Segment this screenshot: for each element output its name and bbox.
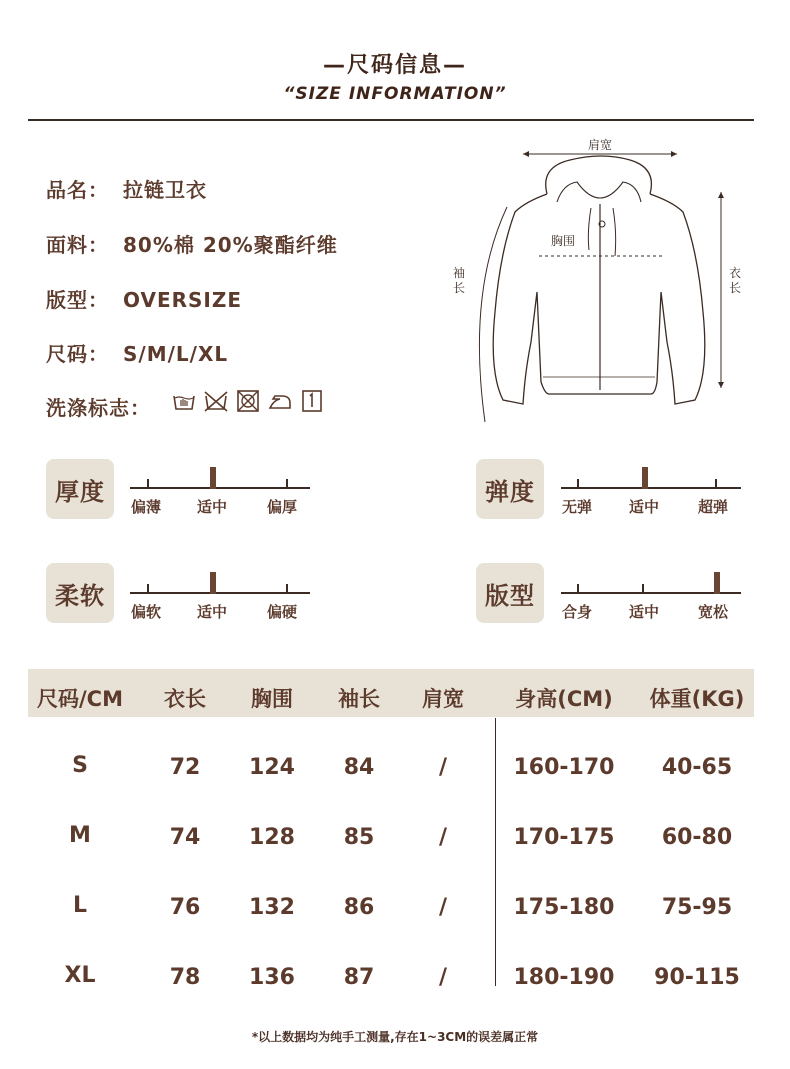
table-cell: 78 xyxy=(169,965,201,990)
scale-tick xyxy=(147,584,149,592)
scale-elasticity-marker xyxy=(642,467,648,489)
info-label: 洗涤标志： xyxy=(46,396,151,420)
table-cell: 72 xyxy=(169,755,201,780)
scale-label: 偏厚 xyxy=(267,498,298,516)
table-cell: 136 xyxy=(249,965,295,990)
dry-flat-icon xyxy=(300,390,324,412)
care-icons xyxy=(172,390,324,412)
info-care xyxy=(46,392,151,421)
scale-label: 宽松 xyxy=(698,603,729,621)
table-cell: / xyxy=(438,895,448,920)
table-header-cell: 肩宽 xyxy=(422,687,464,711)
table-cell: 132 xyxy=(249,895,295,920)
table-cell: 90-115 xyxy=(654,965,740,990)
page-title: —尺码信息— xyxy=(322,53,467,78)
iron-low-icon xyxy=(268,390,292,412)
info-fabric xyxy=(46,229,338,258)
info-fit xyxy=(46,284,242,313)
table-cell: / xyxy=(438,825,448,850)
table-cell: 85 xyxy=(343,825,375,850)
scale-label: 偏软 xyxy=(131,603,162,621)
table-cell: 180-190 xyxy=(513,965,615,990)
scale-thickness-badge: 厚度 xyxy=(46,459,114,519)
diagram-label-chest: 胸围 xyxy=(551,234,576,248)
scale-tick xyxy=(577,479,579,487)
scale-label: 无弹 xyxy=(562,498,593,516)
table-cell: 84 xyxy=(343,755,375,780)
info-sizes xyxy=(46,338,228,367)
scale-label: 适中 xyxy=(197,603,228,621)
table-cell: 75-95 xyxy=(661,895,733,920)
table-header-cell: 袖长 xyxy=(338,687,380,711)
diagram-label-shoulder: 肩宽 xyxy=(588,138,613,152)
scale-fit-badge: 版型 xyxy=(476,563,544,623)
table-cell: 124 xyxy=(249,755,295,780)
scale-softness-marker xyxy=(210,572,216,594)
table-cell: 40-65 xyxy=(661,755,733,780)
no-dry-clean-icon xyxy=(236,390,260,412)
table-cell: 175-180 xyxy=(513,895,615,920)
scale-label: 超弹 xyxy=(698,498,729,516)
scale-thickness-marker xyxy=(210,467,216,489)
info-label: 版型： xyxy=(46,288,109,312)
scale-label: 偏薄 xyxy=(131,498,162,516)
diagram-label-length: 衣长 xyxy=(729,266,742,295)
table-cell: / xyxy=(438,965,448,990)
diagram-label-sleeve: 袖长 xyxy=(453,266,466,295)
no-tumble-dry-icon xyxy=(204,390,228,412)
scale-tick xyxy=(147,479,149,487)
table-cell: 86 xyxy=(343,895,375,920)
scale-thickness-line xyxy=(130,487,310,489)
page-subtitle: “SIZE INFORMATION” xyxy=(283,84,507,104)
info-value: 拉链卫衣 xyxy=(123,178,207,202)
table-cell: 170-175 xyxy=(513,825,615,850)
table-cell: XL xyxy=(64,963,96,988)
info-label: 面料： xyxy=(46,233,109,257)
scale-fit-marker xyxy=(714,572,720,594)
table-cell: 76 xyxy=(169,895,201,920)
scale-label: 适中 xyxy=(629,498,660,516)
table-cell: M xyxy=(69,823,91,848)
scale-tick xyxy=(286,584,288,592)
hoodie-diagram xyxy=(445,132,755,432)
scale-tick xyxy=(642,584,644,592)
info-value: OVERSIZE xyxy=(123,288,243,312)
hand-wash-icon xyxy=(172,390,196,412)
scale-tick xyxy=(715,479,717,487)
scale-softness-badge: 柔软 xyxy=(46,563,114,623)
scale-elasticity-line xyxy=(561,487,741,489)
header-divider xyxy=(28,119,754,121)
table-cell: 128 xyxy=(249,825,295,850)
table-header-cell: 体重(KG) xyxy=(649,687,745,711)
info-value: S/M/L/XL xyxy=(123,342,229,366)
scale-tick xyxy=(577,584,579,592)
table-cell: 87 xyxy=(343,965,375,990)
scale-tick xyxy=(286,479,288,487)
table-header-cell: 胸围 xyxy=(251,687,293,711)
table-cell: 60-80 xyxy=(661,825,733,850)
table-cell: L xyxy=(72,893,88,918)
table-header-cell: 衣长 xyxy=(164,687,206,711)
scale-label: 适中 xyxy=(629,603,660,621)
scale-label: 合身 xyxy=(562,603,593,621)
table-cell: 74 xyxy=(169,825,201,850)
scale-label: 偏硬 xyxy=(267,603,298,621)
table-cell: 160-170 xyxy=(513,755,615,780)
info-value: 80%棉 20%聚酯纤维 xyxy=(123,233,338,257)
info-label: 尺码： xyxy=(46,342,109,366)
table-header-cell: 身高(CM) xyxy=(515,687,613,711)
scale-softness-line xyxy=(130,592,310,594)
table-cell: S xyxy=(72,753,88,778)
info-label: 品名： xyxy=(46,178,109,202)
scale-label: 适中 xyxy=(197,498,228,516)
table-cell: / xyxy=(438,755,448,780)
info-product-name xyxy=(46,174,207,203)
table-header-cell: 尺码/CM xyxy=(37,687,123,711)
footnote: *以上数据均为纯手工测量,存在1~3CM的误差属正常 xyxy=(251,1030,539,1044)
table-divider xyxy=(495,718,496,986)
scale-elasticity-badge: 弹度 xyxy=(476,459,544,519)
